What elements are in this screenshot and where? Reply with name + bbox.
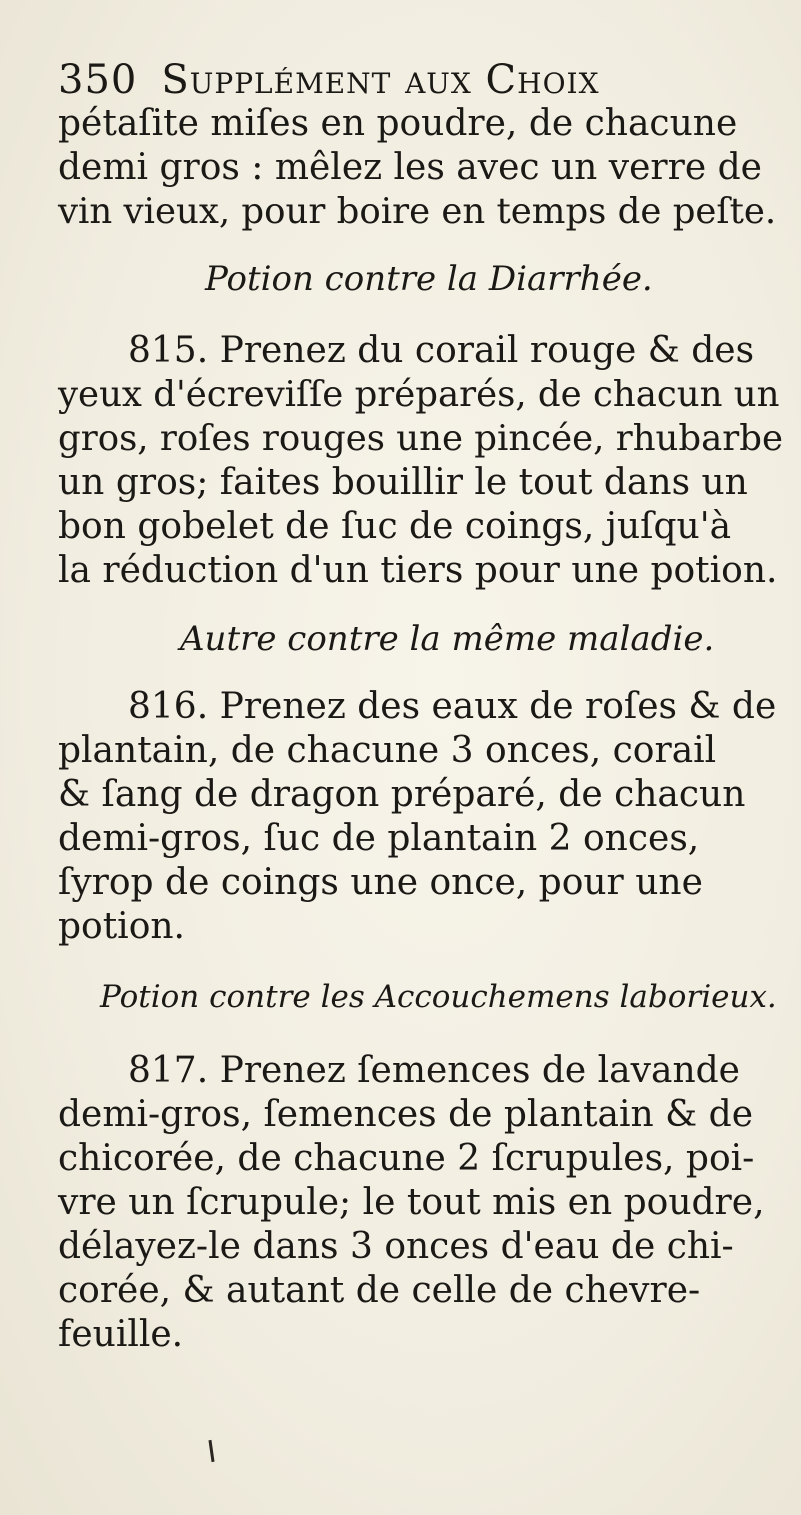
text-line: gros, roſes rouges une pincée, rhubarbe xyxy=(58,418,784,459)
text-line: yeux d'écreviſſe préparés, de chacun un xyxy=(58,374,780,415)
text-line: 815. Prenez du corail rouge & des xyxy=(128,330,755,371)
text-line: vin vieux, pour boire en temps de peſte. xyxy=(58,191,777,232)
text-line: la réduction d'un tiers pour une potion. xyxy=(58,550,778,591)
section-heading-817: Potion contre les Accouchemens laborieux. xyxy=(100,979,777,1015)
section-heading-816: Autre contre la même maladie. xyxy=(180,619,715,659)
text-line: feuille. xyxy=(58,1314,184,1355)
text-line: pétaſite miſes en poudre, de chacune xyxy=(58,103,738,144)
text-line: demi gros : mêlez les avec un verre de xyxy=(58,147,762,188)
text-line: & ſang de dragon préparé, de chacun xyxy=(58,774,746,815)
running-title: Supplément aux Choix xyxy=(161,57,600,103)
text-line: corée, & autant de celle de chevre- xyxy=(58,1270,701,1311)
text-line: 816. Prenez des eaux de roſes & de xyxy=(128,686,777,727)
text-line: plantain, de chacune 3 onces, corail xyxy=(58,730,717,771)
text-line: un gros; faites bouillir le tout dans un xyxy=(58,462,748,503)
ink-mark xyxy=(208,1440,214,1462)
section-heading-815: Potion contre la Diarrhée. xyxy=(205,259,653,299)
text-line: bon gobelet de ſuc de coings, juſqu'à xyxy=(58,506,732,547)
text-line: vre un ſcrupule; le tout mis en poudre, xyxy=(58,1182,765,1223)
page-number: 350 xyxy=(58,57,138,103)
text-line: délayez-le dans 3 onces d'eau de chi- xyxy=(58,1226,734,1267)
text-line: ſyrop de coings une once, pour une xyxy=(58,862,703,903)
text-line: demi-gros, ſemences de plantain & de xyxy=(58,1094,754,1135)
text-line: 817. Prenez ſemences de lavande xyxy=(128,1050,740,1091)
text-line: potion. xyxy=(58,906,186,947)
page-header xyxy=(58,57,600,103)
text-line: demi-gros, ſuc de plantain 2 onces, xyxy=(58,818,700,859)
text-line: chicorée, de chacune 2 ſcrupules, poi- xyxy=(58,1138,755,1179)
